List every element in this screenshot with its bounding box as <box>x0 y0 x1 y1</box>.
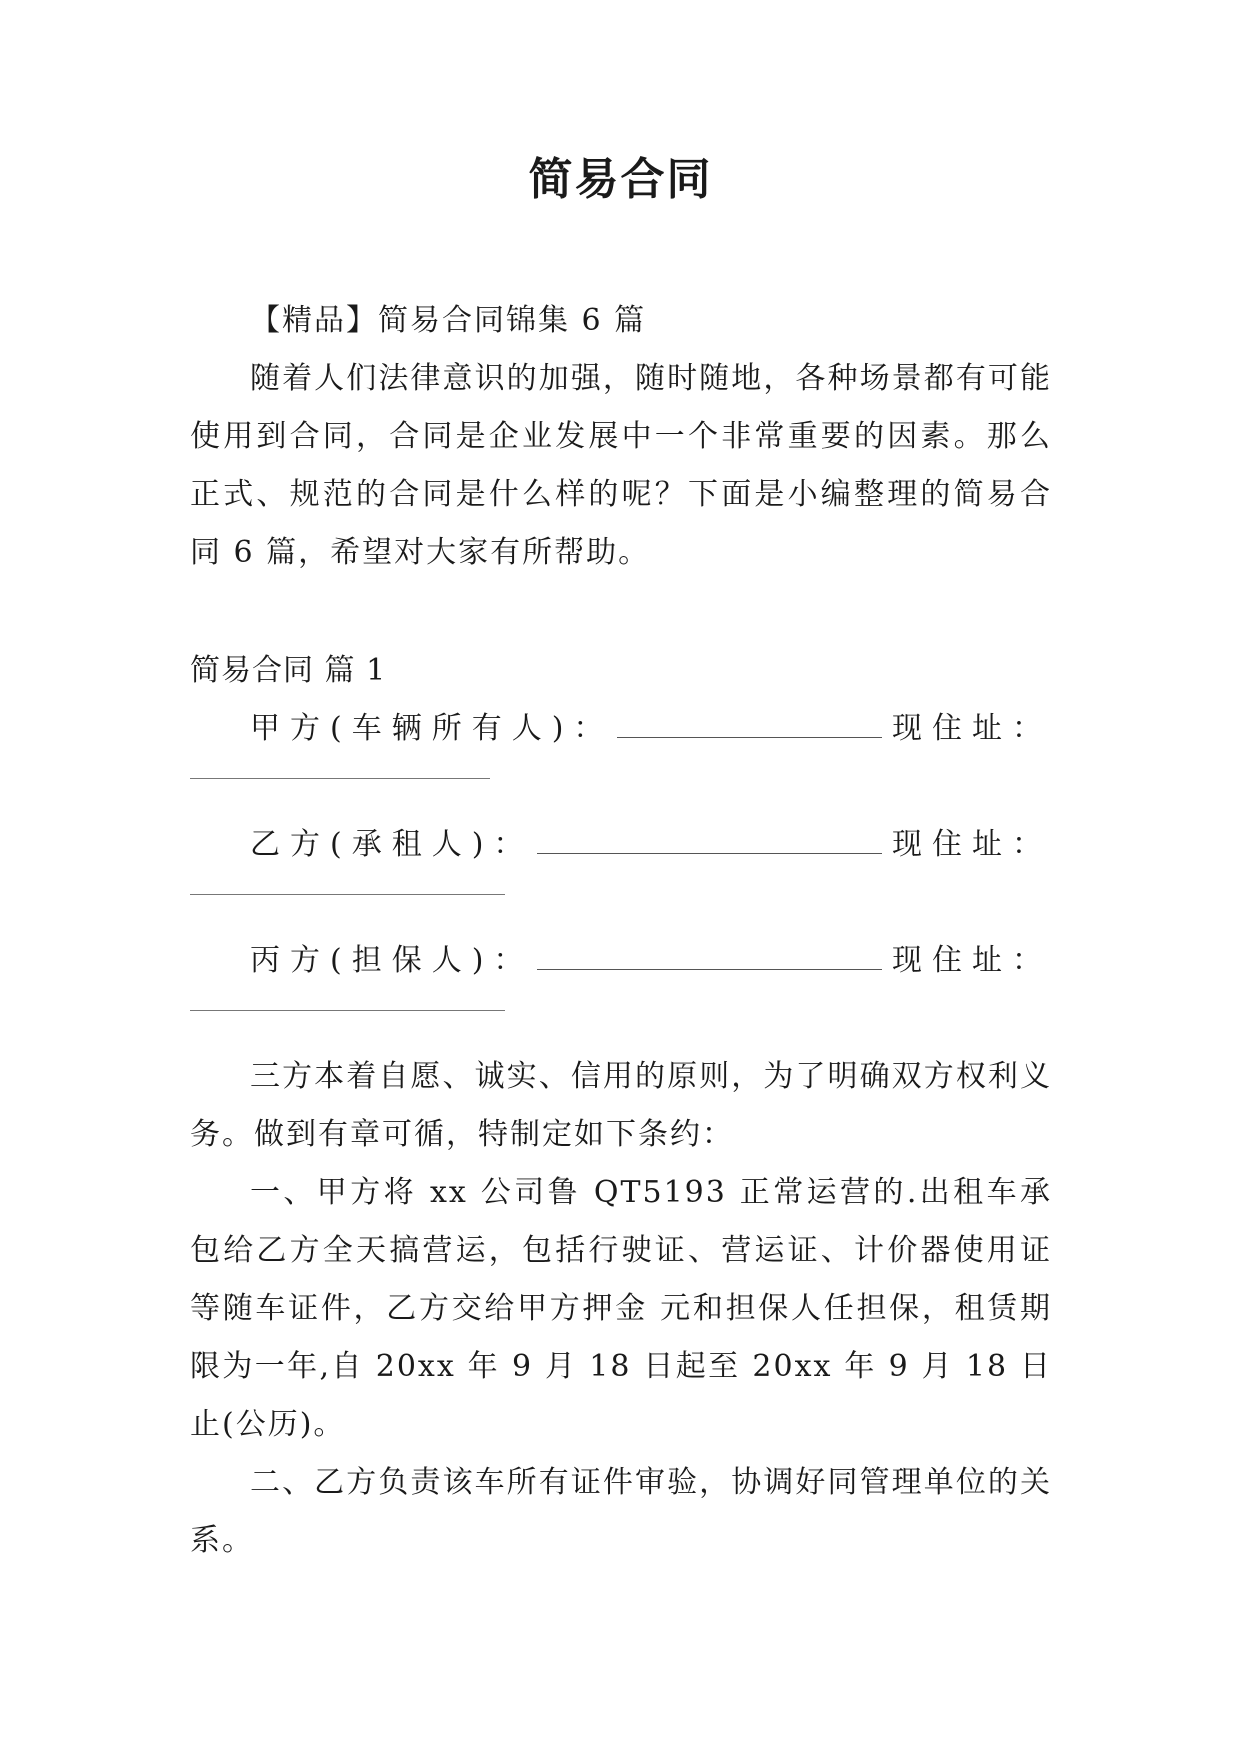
party-a-address-blank <box>190 778 490 779</box>
clause-1-paragraph: 一、甲方将 xx 公司鲁 QT5193 正常运营的.出租车承包给乙方全天搞营运，包括行驶证、营运证、计价器使用证等随车证件，乙方交给甲方押金 元和担保人任担保，租赁期限为一年,自 20xx 年 9 月 18 日起至 20xx 年 9 月 18 日止(公历)。 <box>190 1175 1052 1442</box>
party-b-address-blank <box>190 894 505 895</box>
party-b-name-blank <box>537 825 882 854</box>
party-c-label: 丙方(担保人)： <box>250 943 534 978</box>
section-title: 简易合同 篇 1 <box>190 653 387 688</box>
document-heading: 【精品】简易合同锦集 6 篇 <box>250 303 647 338</box>
party-c-address-line <box>190 990 1052 1048</box>
clause-2-paragraph: 二、乙方负责该车所有证件审验，协调好同管理单位的关系。 <box>190 1465 1052 1558</box>
party-c-address-label: 现住址： <box>892 943 1052 978</box>
party-b-address-line <box>190 874 1052 932</box>
party-a-line <box>190 700 1052 758</box>
party-a-address-line <box>190 758 1052 816</box>
party-a-label: 甲方(车辆所有人)： <box>250 711 614 746</box>
party-c-name-blank <box>537 941 882 970</box>
party-b-address-label: 现住址： <box>892 827 1052 862</box>
party-b-label: 乙方(承租人)： <box>250 827 534 862</box>
party-c-address-blank <box>190 1010 505 1011</box>
party-a-name-blank <box>617 709 882 738</box>
principles-paragraph: 三方本着自愿、诚实、信用的原则，为了明确双方权利义务。做到有章可循，特制定如下条约： <box>190 1059 1052 1152</box>
party-c-line <box>190 932 1052 990</box>
document-body <box>190 292 1052 1570</box>
party-b-line <box>190 816 1052 874</box>
party-a-address-label: 现住址： <box>892 711 1052 746</box>
intro-paragraph: 随着人们法律意识的加强，随时随地，各种场景都有可能使用到合同，合同是企业发展中一个非常重要的因素。那么正式、规范的合同是什么样的呢？下面是小编整理的简易合同 6 篇，希望对大家有所帮助。 <box>190 361 1052 570</box>
document-title: 简易合同 <box>528 154 713 205</box>
